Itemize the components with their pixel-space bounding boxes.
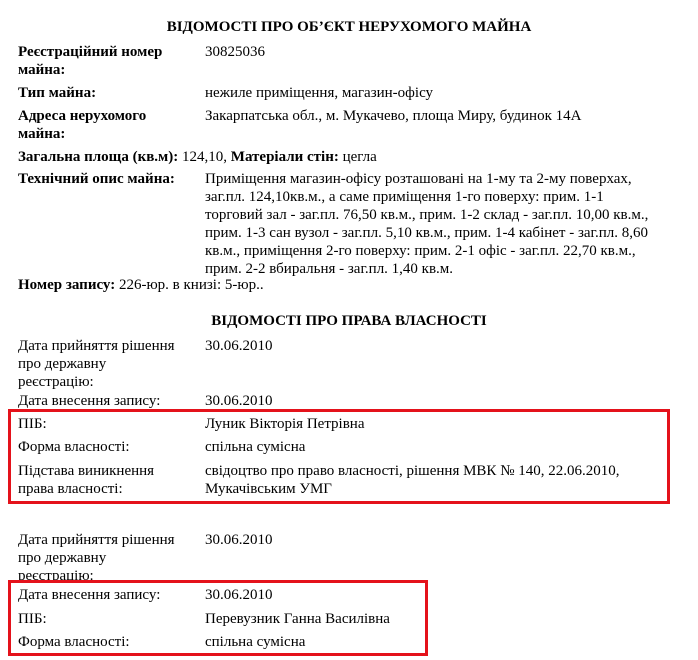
basis-value: свідоцтво про право власності, рішення МВК № 140, 22.06.2010,	[205, 463, 620, 479]
tech-description-line: заг.пл. 124,10кв.м., а саме приміщення 1-го поверху: прим. 1-1	[205, 189, 604, 205]
record-number-row	[18, 276, 264, 294]
entry-date-label: Дата внесення запису:	[18, 587, 161, 603]
tech-description-line: прим. 2-2 вбиральня - заг.пл. 1,40 кв.м.	[205, 261, 454, 277]
owner-name-value: Луник Вікторія Петрівна	[205, 416, 365, 432]
basis-label-cont: права власності:	[18, 481, 123, 497]
area-materials-row	[18, 148, 377, 166]
tech-description-line: Приміщення магазин-офісу розташовані на 1-му та 2-му поверхах,	[205, 171, 632, 187]
materials-value: цегла	[342, 149, 377, 165]
basis-label: Підстава виникнення	[18, 463, 155, 479]
address-label-cont: майна:	[18, 126, 66, 142]
reg-number-value: 30825036	[205, 44, 265, 60]
decision-date-label-cont: про державну	[18, 550, 107, 566]
decision-date-label-cont: реєстрацію:	[18, 374, 94, 390]
tech-description-line: торговий зал - заг.пл. 76,50 кв.м., прим. 1-2 склад - заг.пл. 10,00 кв.м.,	[205, 207, 649, 223]
materials-label: Матеріали стін:	[230, 149, 339, 165]
decision-date-label-cont: про державну	[18, 356, 107, 372]
property-type-value: нежиле приміщення, магазин-офісу	[205, 85, 434, 101]
area-value: 124,10,	[182, 149, 228, 165]
tech-description-label: Технічний опис майна:	[18, 171, 175, 187]
decision-date-label: Дата прийняття рішення	[18, 338, 175, 354]
property-type-label: Тип майна:	[18, 85, 97, 101]
basis-value-cont: Мукачівським УМГ	[205, 481, 332, 497]
object-section-title: ВІДОМОСТІ ПРО ОБ’ЄКТ НЕРУХОМОГО МАЙНА	[166, 19, 532, 35]
tech-description-value	[205, 170, 683, 278]
record-number-label: Номер запису:	[18, 277, 116, 293]
tech-description-line: прим. 1-3 сан вузол - заг.пл. 5,10 кв.м., прим. 1-4 кабінет - заг.пл. 8,60	[205, 225, 649, 241]
ownership-form-value: спільна сумісна	[205, 439, 306, 455]
reg-number-label: Реєстраційний номер	[18, 44, 163, 60]
owner-name-label: ПІБ:	[18, 611, 47, 627]
tech-description-line: кв.м., приміщення 2-го поверху: прим. 2-1 офіс - заг.пл. 22,70 кв.м.,	[205, 243, 636, 259]
decision-date-label-cont: реєстрацію:	[18, 568, 94, 584]
ownership-form-label: Форма власності:	[18, 439, 130, 455]
ownership-form-label: Форма власності:	[18, 634, 130, 650]
owner-name-value: Перевузник Ганна Василівна	[205, 611, 390, 627]
decision-date-label: Дата прийняття рішення	[18, 532, 175, 548]
reg-number-label-cont: майна:	[18, 62, 66, 78]
area-label: Загальна площа (кв.м):	[18, 149, 179, 165]
rights-section-title: ВІДОМОСТІ ПРО ПРАВА ВЛАСНОСТІ	[211, 313, 487, 329]
address-value: Закарпатська обл., м. Мукачево, площа Миру, будинок 14А	[205, 108, 582, 124]
decision-date-value: 30.06.2010	[205, 532, 273, 548]
entry-date-value: 30.06.2010	[205, 587, 273, 603]
ownership-form-value: спільна сумісна	[205, 634, 306, 650]
address-label: Адреса нерухомого	[18, 108, 147, 124]
record-number-value: 226-юр. в книзі: 5-юр..	[118, 277, 264, 293]
owner-name-label: ПІБ:	[18, 416, 47, 432]
entry-date-value: 30.06.2010	[205, 393, 273, 409]
entry-date-label: Дата внесення запису:	[18, 393, 161, 409]
decision-date-value: 30.06.2010	[205, 338, 273, 354]
